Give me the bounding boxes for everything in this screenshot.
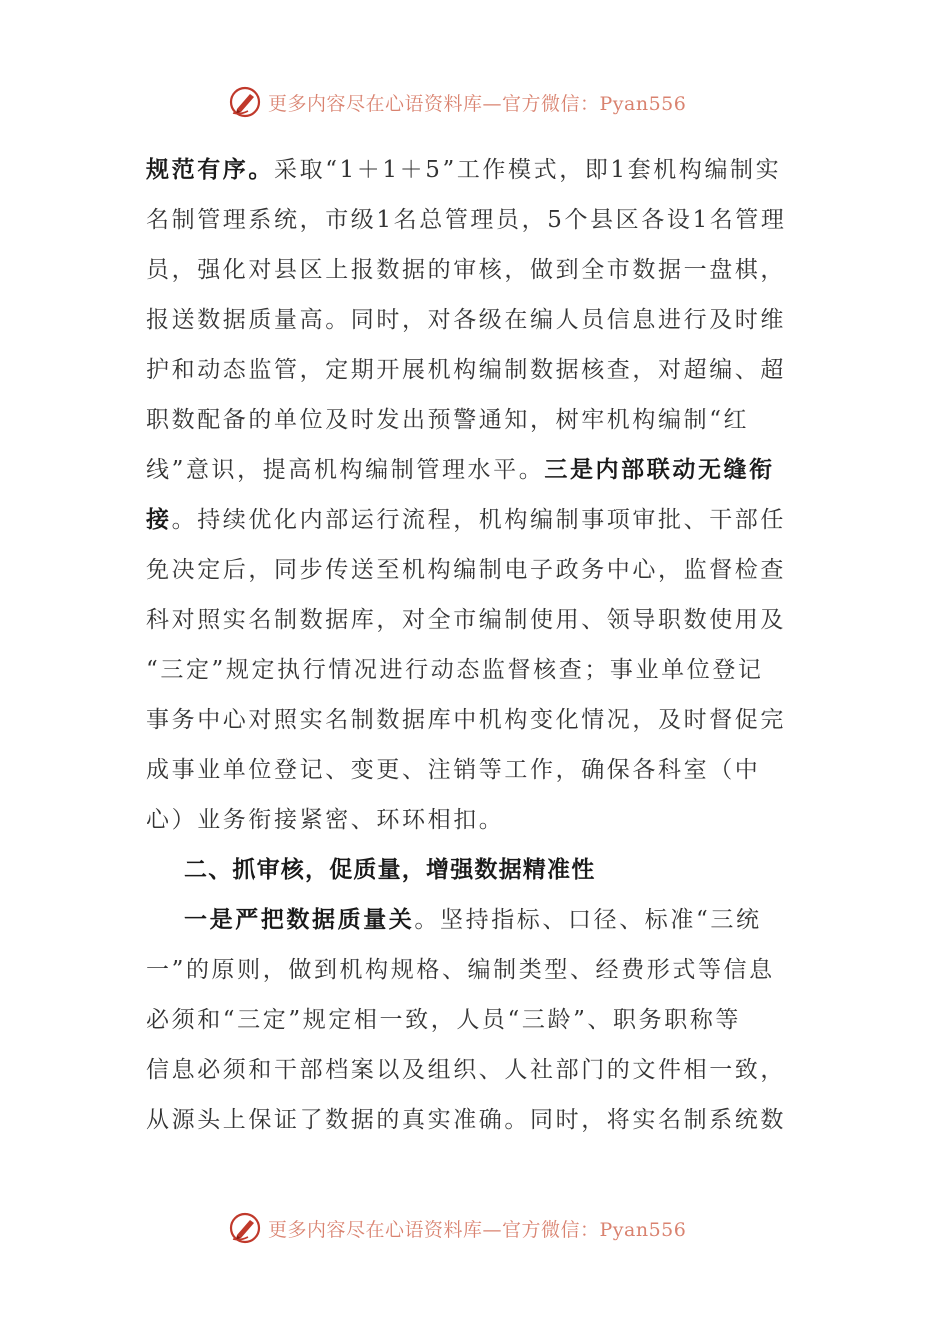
text-line bbox=[146, 1095, 808, 1145]
text-line bbox=[146, 295, 808, 345]
bold-text: 二、抓审核，促质量，增强数据精准性 bbox=[184, 856, 596, 883]
body-text: 科对照实名制数据库，对全市编制使用、领导职数使用及 bbox=[146, 607, 786, 633]
text-line bbox=[146, 645, 808, 695]
footer-banner bbox=[228, 1208, 748, 1248]
text-line bbox=[146, 895, 808, 945]
bold-text: 规范有序。 bbox=[146, 156, 274, 183]
body-text: 线”意识，提高机构编制管理水平。 bbox=[146, 457, 545, 483]
banner-text: 更多内容尽在心语资料库—官方微信：Pyan556 bbox=[268, 92, 687, 115]
body-text: 成事业单位登记、变更、注销等工作，确保各科室（中 bbox=[146, 757, 761, 783]
body-text: 。坚持指标、口径、标准“三统 bbox=[414, 907, 762, 933]
body-text: 必须和“三定”规定相一致，人员“三龄”、职务职称等 bbox=[146, 1007, 742, 1033]
text-line bbox=[146, 1045, 808, 1095]
pen-nib-logo-icon bbox=[228, 85, 262, 119]
text-line bbox=[146, 345, 808, 395]
text-line bbox=[146, 745, 808, 795]
text-line bbox=[146, 945, 808, 995]
document-body bbox=[146, 145, 808, 1145]
text-line bbox=[146, 145, 808, 195]
pen-nib-logo-icon bbox=[228, 1211, 262, 1245]
text-line bbox=[146, 845, 808, 895]
body-text: 免决定后，同步传送至机构编制电子政务中心，监督检查 bbox=[146, 557, 786, 583]
body-text: 护和动态监管，定期开展机构编制数据核查，对超编、超 bbox=[146, 357, 786, 383]
text-line bbox=[146, 695, 808, 745]
text-line bbox=[146, 545, 808, 595]
body-text: 信息必须和干部档案以及组织、人社部门的文件相一致， bbox=[146, 1057, 786, 1083]
text-line bbox=[146, 395, 808, 445]
body-text: 事务中心对照实名制数据库中机构变化情况，及时督促完 bbox=[146, 707, 786, 733]
bold-text: 一是严把数据质量关 bbox=[184, 906, 415, 933]
header-banner bbox=[228, 82, 748, 122]
body-text: 报送数据质量高。同时，对各级在编人员信息进行及时维 bbox=[146, 307, 786, 333]
text-line bbox=[146, 195, 808, 245]
body-text: 员，强化对县区上报数据的审核，做到全市数据一盘棋， bbox=[146, 257, 786, 283]
body-text: “三定”规定执行情况进行动态监督核查；事业单位登记 bbox=[146, 657, 764, 683]
text-line bbox=[146, 495, 808, 545]
text-line bbox=[146, 445, 808, 495]
text-line bbox=[146, 795, 808, 845]
body-text: 职数配备的单位及时发出预警通知，树牢机构编制“红 bbox=[146, 407, 750, 433]
body-text: 心）业务衔接紧密、环环相扣。 bbox=[146, 807, 505, 833]
bold-text: 接 bbox=[146, 506, 172, 533]
body-text: 名制管理系统，市级1名总管理员，5个县区各设1名管理 bbox=[146, 207, 787, 233]
text-line bbox=[146, 595, 808, 645]
text-line bbox=[146, 995, 808, 1045]
body-text: 从源头上保证了数据的真实准确。同时，将实名制系统数 bbox=[146, 1107, 786, 1133]
body-text: 采取“1＋1＋5”工作模式，即1套机构编制实 bbox=[274, 157, 782, 183]
body-text: 一”的原则，做到机构规格、编制类型、经费形式等信息 bbox=[146, 957, 775, 983]
banner-text: 更多内容尽在心语资料库—官方微信：Pyan556 bbox=[268, 1218, 687, 1241]
text-line bbox=[146, 245, 808, 295]
bold-text: 三是内部联动无缝衔 bbox=[544, 456, 775, 483]
body-text: 。持续优化内部运行流程，机构编制事项审批、干部任 bbox=[171, 507, 787, 533]
